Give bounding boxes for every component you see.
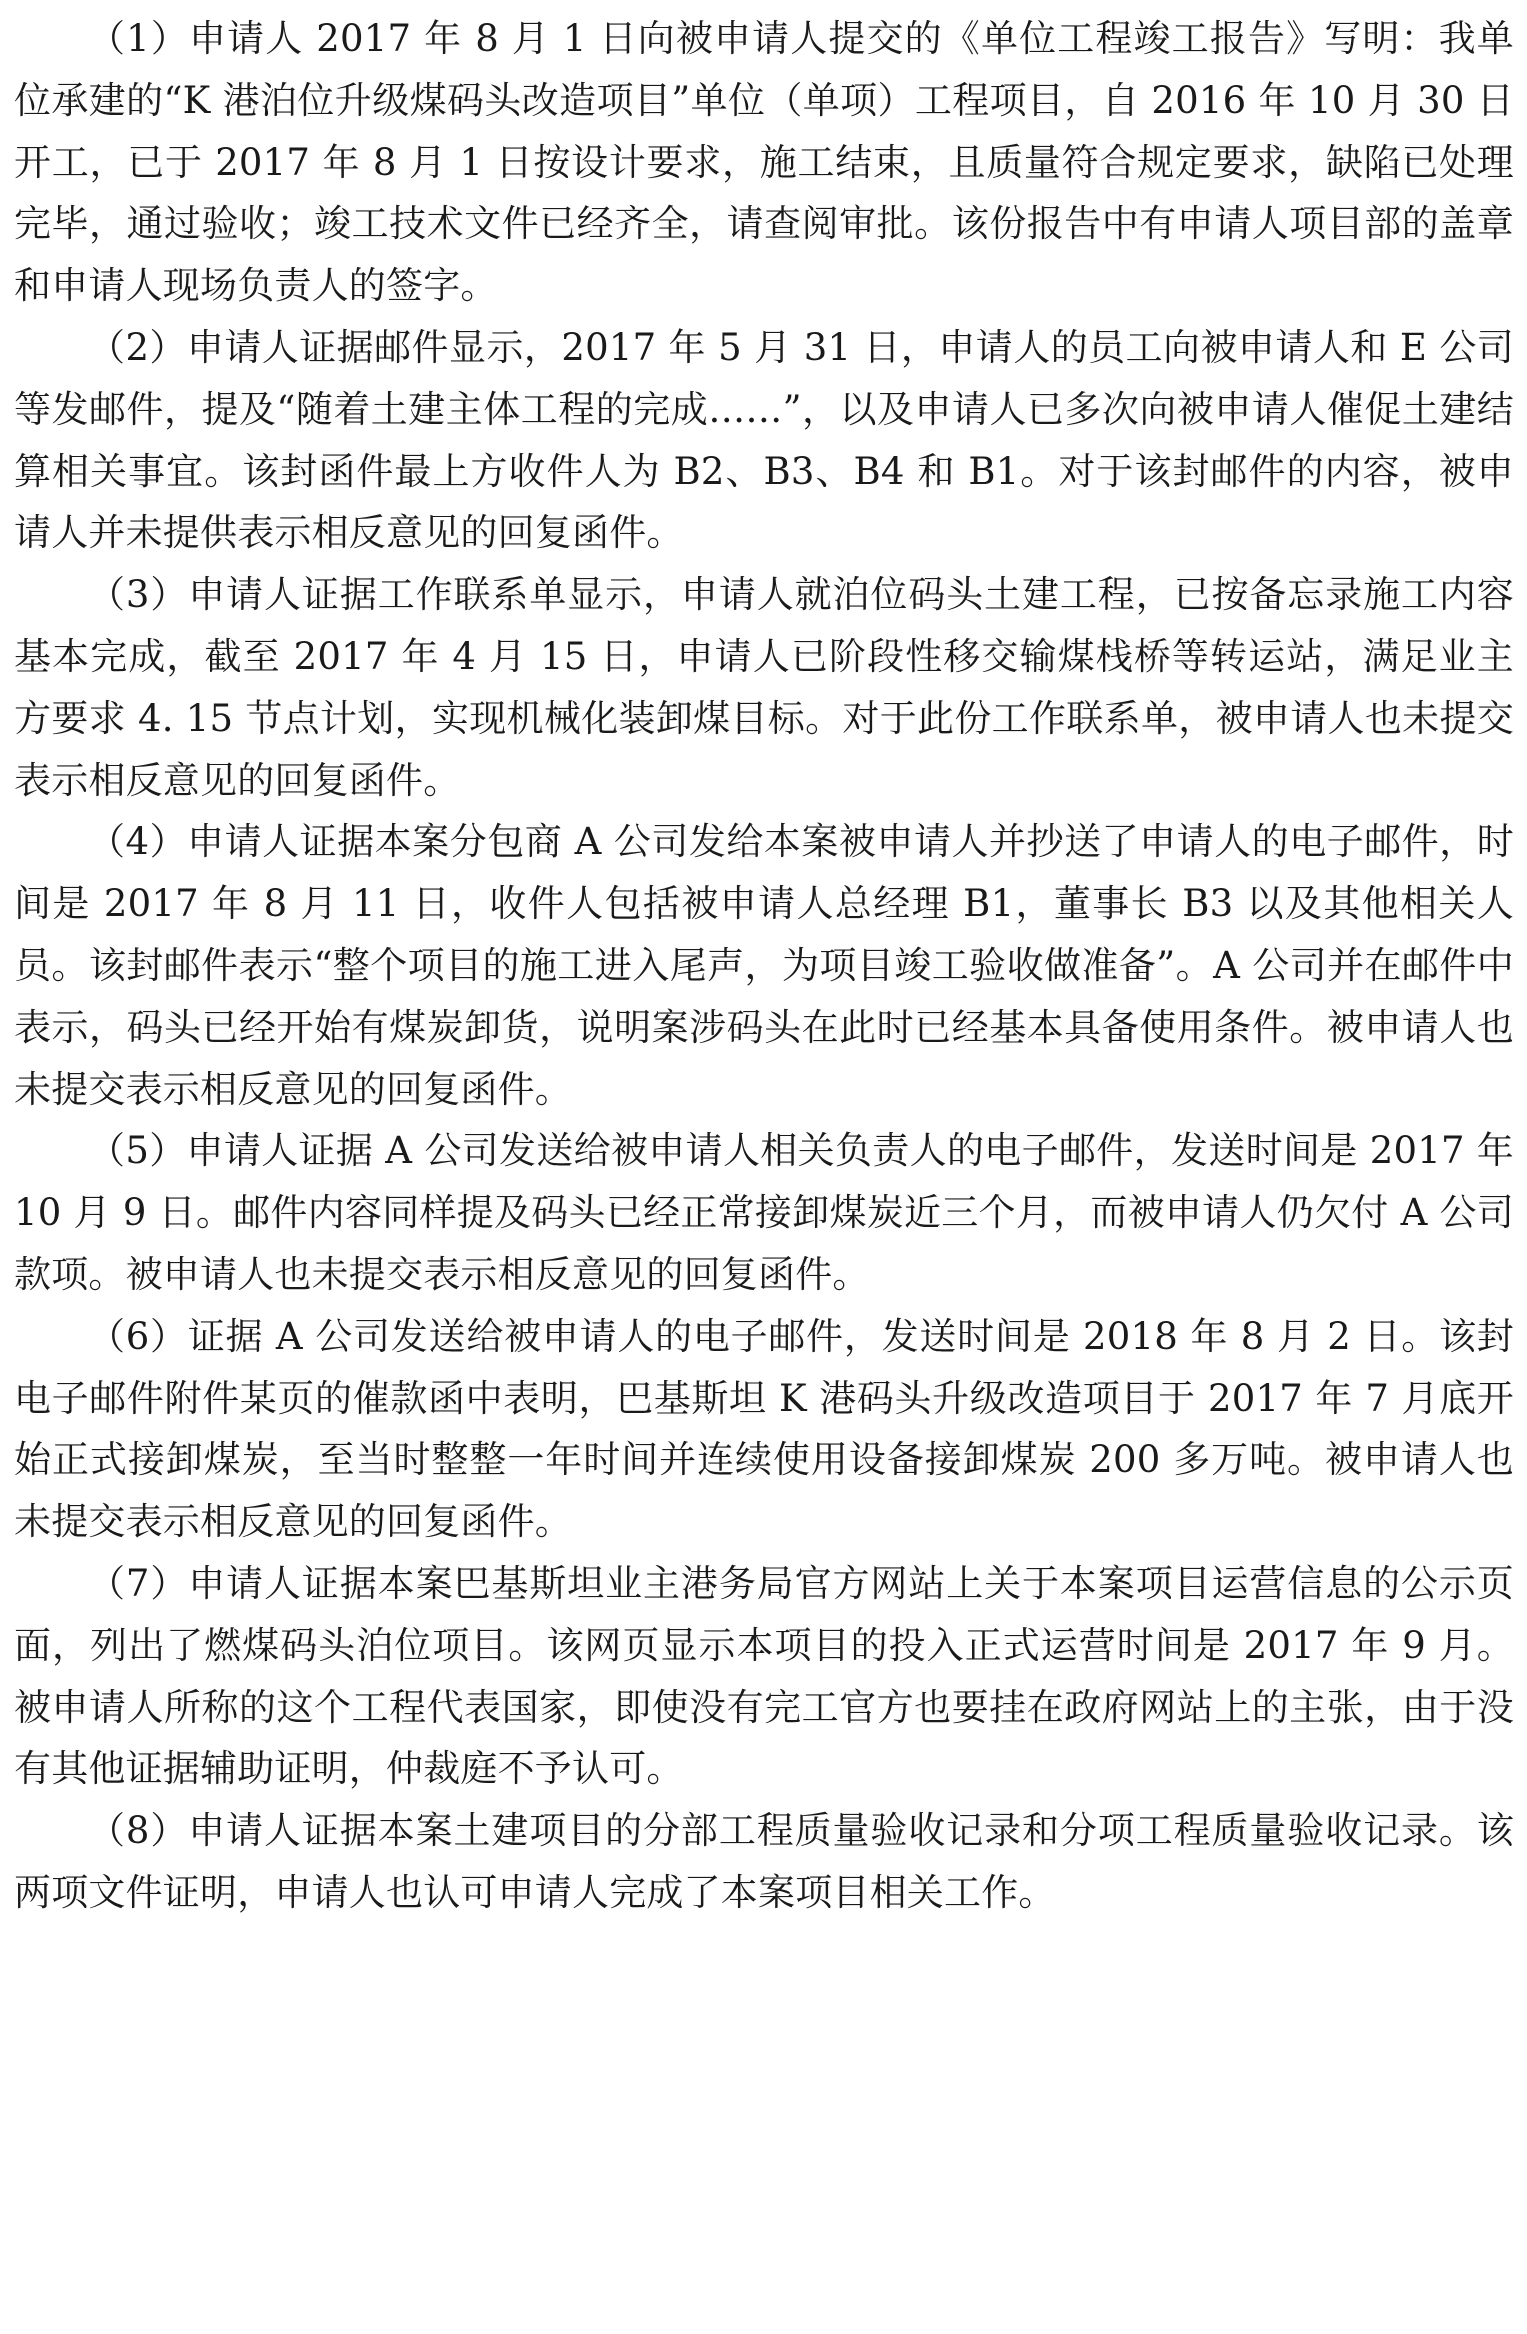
paragraph-3: （3）申请人证据工作联系单显示，申请人就泊位码头土建工程，已按备忘录施工内容基本完成，截至 2017 年 4 月 15 日，申请人已阶段性移交输煤栈桥等转运站，满足业主方要求 4. 15 节点计划，实现机械化装卸煤目标。对于此份工作联系单，被申请人也未提交表示相反意见的回复函件。 [14,573,1514,802]
document-page [14,0,1514,2334]
paragraph-1: （1）申请人 2017 年 8 月 1 日向被申请人提交的《单位工程竣工报告》写明：我单位承建的“K 港泊位升级煤码头改造项目”单位（单项）工程项目，自 2016 年 10 月 30 日开工，已于 2017 年 8 月 1 日按设计要求，施工结束，且质量符合规定要求，缺陷已处理完毕，通过验收；竣工技术文件已经齐全，请查阅审批。该份报告中有申请人项目部的盖章和申请人现场负责人的签字。 [14,17,1514,308]
paragraph-2: （2）申请人证据邮件显示，2017 年 5 月 31 日，申请人的员工向被申请人和 E 公司等发邮件，提及“随着土建主体工程的完成……”，以及申请人已多次向被申请人催促土建结算相关事宜。该封函件最上方收件人为 B2、B3、B4 和 B1。对于该封邮件的内容，被申请人并未提供表示相反意见的回复函件。 [14,325,1514,555]
paragraph-8: （8）申请人证据本案土建项目的分部工程质量验收记录和分项工程质量验收记录。该两项文件证明，申请人也认可申请人完成了本案项目相关工作。 [14,1809,1514,1914]
paragraph-6: （6）证据 A 公司发送给被申请人的电子邮件，发送时间是 2018 年 8 月 2 日。该封电子邮件附件某页的催款函中表明，巴基斯坦 K 港码头升级改造项目于 2017 年 7 月底开始正式接卸煤炭，至当时整整一年时间并连续使用设备接卸煤炭 200 多万吨。被申请人也未提交表示相反意见的回复函件。 [14,1314,1514,1544]
paragraph-5: （5）申请人证据 A 公司发送给被申请人相关负责人的电子邮件，发送时间是 2017 年 10 月 9 日。邮件内容同样提及码头已经正常接卸煤炭近三个月，而被申请人仍欠付 A 公司款项。被申请人也未提交表示相反意见的回复函件。 [14,1129,1514,1296]
paragraph-4: （4）申请人证据本案分包商 A 公司发给本案被申请人并抄送了申请人的电子邮件，时间是 2017 年 8 月 11 日，收件人包括被申请人总经理 B1，董事长 B3 以及其他相关人员。该封邮件表示“整个项目的施工进入尾声，为项目竣工验收做准备”。A 公司并在邮件中表示，码头已经开始有煤炭卸货，说明案涉码头在此时已经基本具备使用条件。被申请人也未提交表示相反意见的回复函件。 [14,820,1514,1111]
paragraph-7: （7）申请人证据本案巴基斯坦业主港务局官方网站上关于本案项目运营信息的公示页面，列出了燃煤码头泊位项目。该网页显示本项目的投入正式运营时间是 2017 年 9 月。被申请人所称的这个工程代表国家，即使没有完工官方也要挂在政府网站上的主张，由于没有其他证据辅助证明，仲裁庭不予认可。 [14,1561,1514,1791]
